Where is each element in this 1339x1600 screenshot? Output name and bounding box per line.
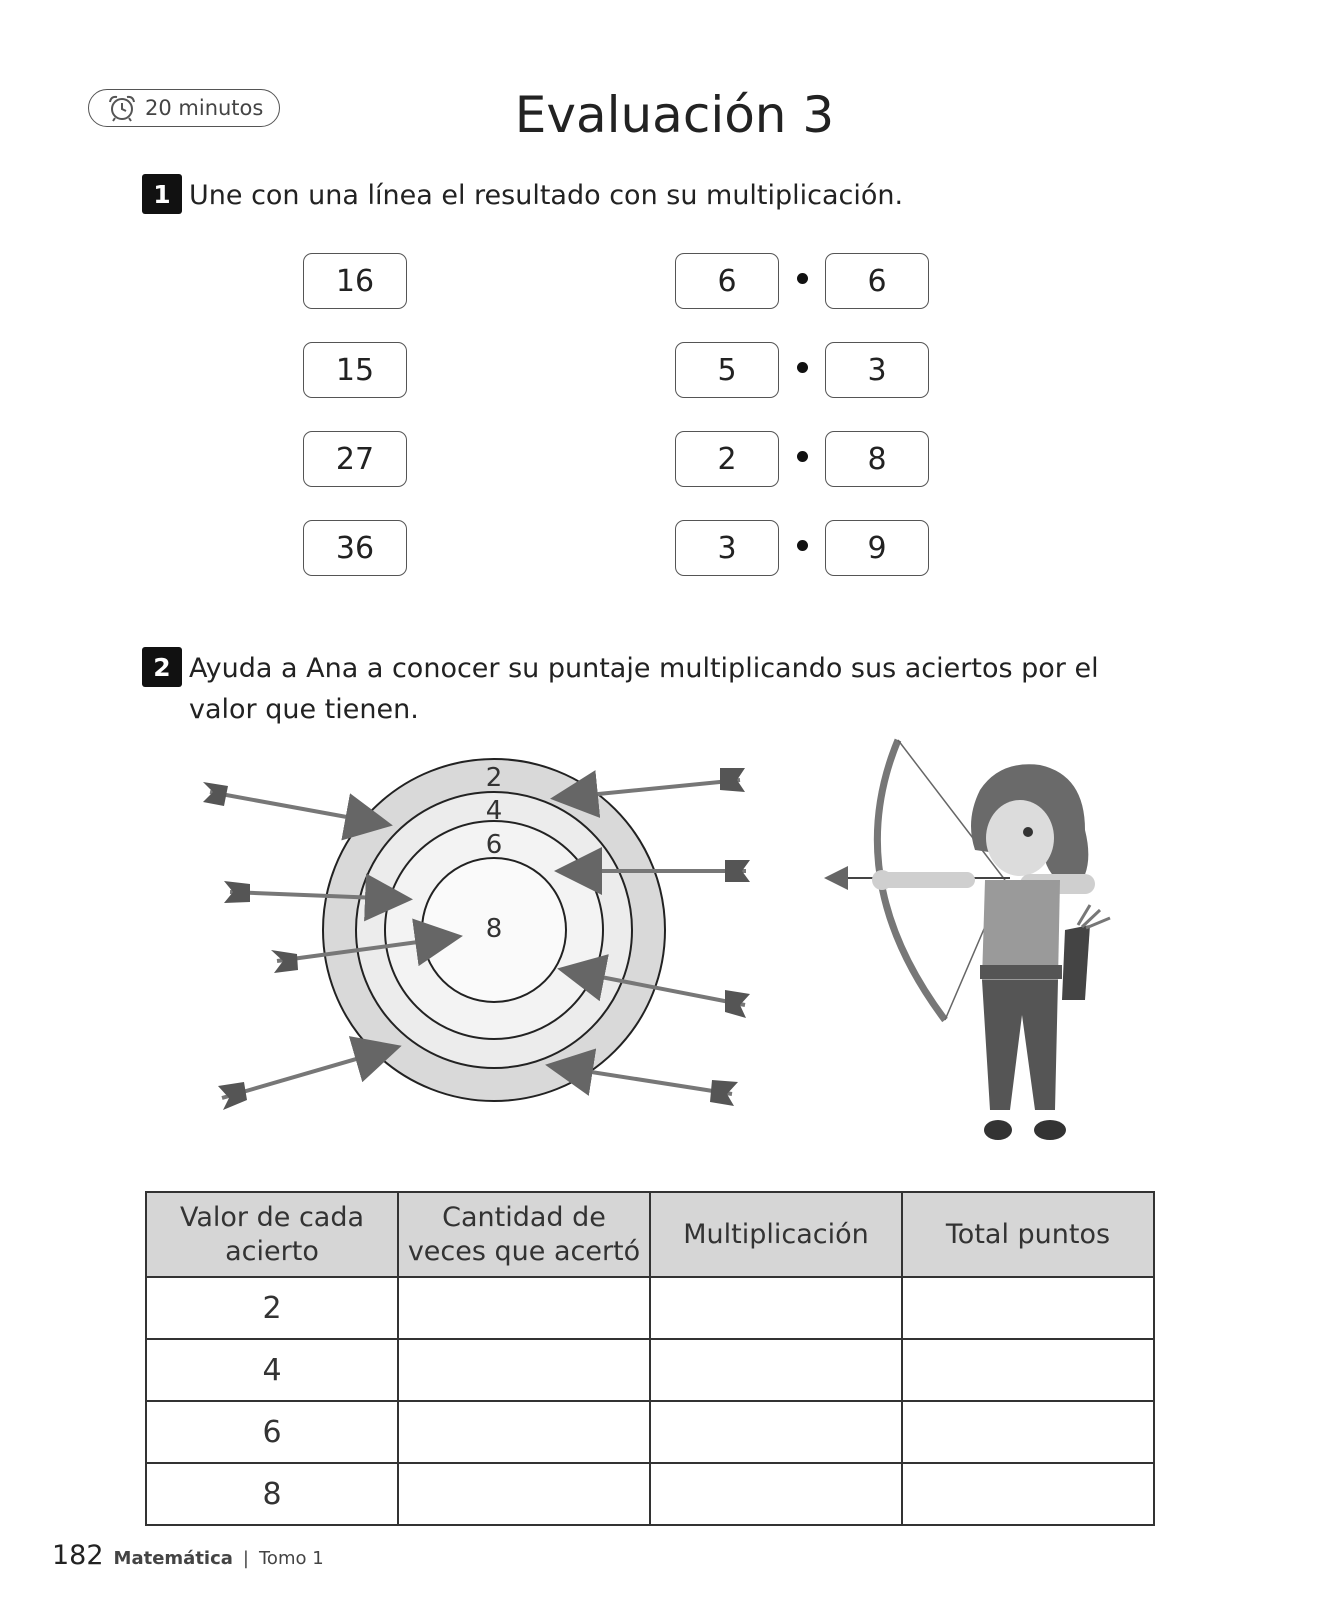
- table-row: [146, 1463, 1154, 1525]
- answer-cell[interactable]: [398, 1339, 650, 1401]
- answer-cell[interactable]: [398, 1277, 650, 1339]
- question-1-number: 1: [142, 174, 182, 214]
- result-box[interactable]: 16: [303, 253, 407, 309]
- answer-cell[interactable]: [398, 1463, 650, 1525]
- table-header-row: [146, 1192, 1154, 1277]
- arrow-fletching: [710, 1080, 738, 1106]
- answer-cell[interactable]: [650, 1339, 902, 1401]
- table-row: [146, 1339, 1154, 1401]
- score-table: [145, 1191, 1155, 1526]
- arrow-fletching: [725, 860, 750, 882]
- quiver: [1062, 925, 1090, 1000]
- timer-label: 20 minutos: [145, 96, 264, 120]
- value-cell: 2: [146, 1277, 398, 1339]
- ring-value-2: 2: [485, 763, 503, 793]
- page-number: 182: [52, 1540, 104, 1571]
- factor-box[interactable]: 3: [675, 520, 779, 576]
- value-cell: 8: [146, 1463, 398, 1525]
- legs: [982, 980, 1058, 1110]
- arrow: [210, 792, 385, 824]
- question-1-instruction: Une con una línea el resultado con su multiplicación.: [189, 180, 904, 211]
- answer-cell[interactable]: [902, 1463, 1154, 1525]
- header-cell: Cantidad de veces que acertó: [398, 1192, 650, 1277]
- factor-box[interactable]: 3: [825, 342, 929, 398]
- factor-box[interactable]: 5: [675, 342, 779, 398]
- page-title: Evaluación 3: [514, 86, 835, 144]
- table-row: [146, 1401, 1154, 1463]
- value-cell: 6: [146, 1401, 398, 1463]
- arrow-fletching: [224, 881, 250, 903]
- factor-box[interactable]: 9: [825, 520, 929, 576]
- arrow: [553, 1066, 732, 1094]
- ring-value-4: 4: [485, 796, 503, 826]
- value-cell: 4: [146, 1339, 398, 1401]
- arrow-fletching: [725, 990, 750, 1018]
- header-cell: Valor de cada acierto: [146, 1192, 398, 1277]
- ring-value-6: 6: [485, 830, 503, 860]
- answer-cell[interactable]: [398, 1401, 650, 1463]
- answer-cell[interactable]: [650, 1401, 902, 1463]
- table-row: [146, 1277, 1154, 1339]
- page-footer: [52, 1540, 324, 1571]
- question-2-number: 2: [142, 647, 182, 687]
- header-cell: Total puntos: [902, 1192, 1154, 1277]
- header-cell: Multiplicación: [650, 1192, 902, 1277]
- answer-cell[interactable]: [902, 1277, 1154, 1339]
- arrow-fletching: [720, 768, 745, 792]
- archer-illustration: [828, 740, 1110, 1140]
- answer-cell[interactable]: [902, 1401, 1154, 1463]
- volume-label: Tomo 1: [259, 1548, 324, 1569]
- arrow-fletching: [271, 950, 298, 973]
- arm: [880, 872, 975, 888]
- factor-box[interactable]: 6: [825, 253, 929, 309]
- ring-value-8: 8: [485, 914, 503, 944]
- footer-separator: |: [242, 1548, 249, 1569]
- arrow: [222, 1048, 394, 1098]
- question-2-instruction-line-2: valor que tienen.: [189, 694, 419, 725]
- result-box[interactable]: 36: [303, 520, 407, 576]
- subject-label: Matemática: [113, 1548, 233, 1569]
- shoe: [1034, 1120, 1066, 1140]
- question-2-instruction-line-1: Ayuda a Ana a conocer su puntaje multiplicando sus aciertos por el: [189, 653, 1099, 684]
- result-box[interactable]: 27: [303, 431, 407, 487]
- face: [986, 800, 1054, 876]
- arrow-fletching: [203, 782, 228, 806]
- factor-box[interactable]: 6: [675, 253, 779, 309]
- factor-box[interactable]: 8: [825, 431, 929, 487]
- answer-cell[interactable]: [902, 1339, 1154, 1401]
- factor-box[interactable]: 2: [675, 431, 779, 487]
- answer-cell[interactable]: [650, 1277, 902, 1339]
- shoe: [984, 1120, 1012, 1140]
- result-box[interactable]: 15: [303, 342, 407, 398]
- answer-cell[interactable]: [650, 1463, 902, 1525]
